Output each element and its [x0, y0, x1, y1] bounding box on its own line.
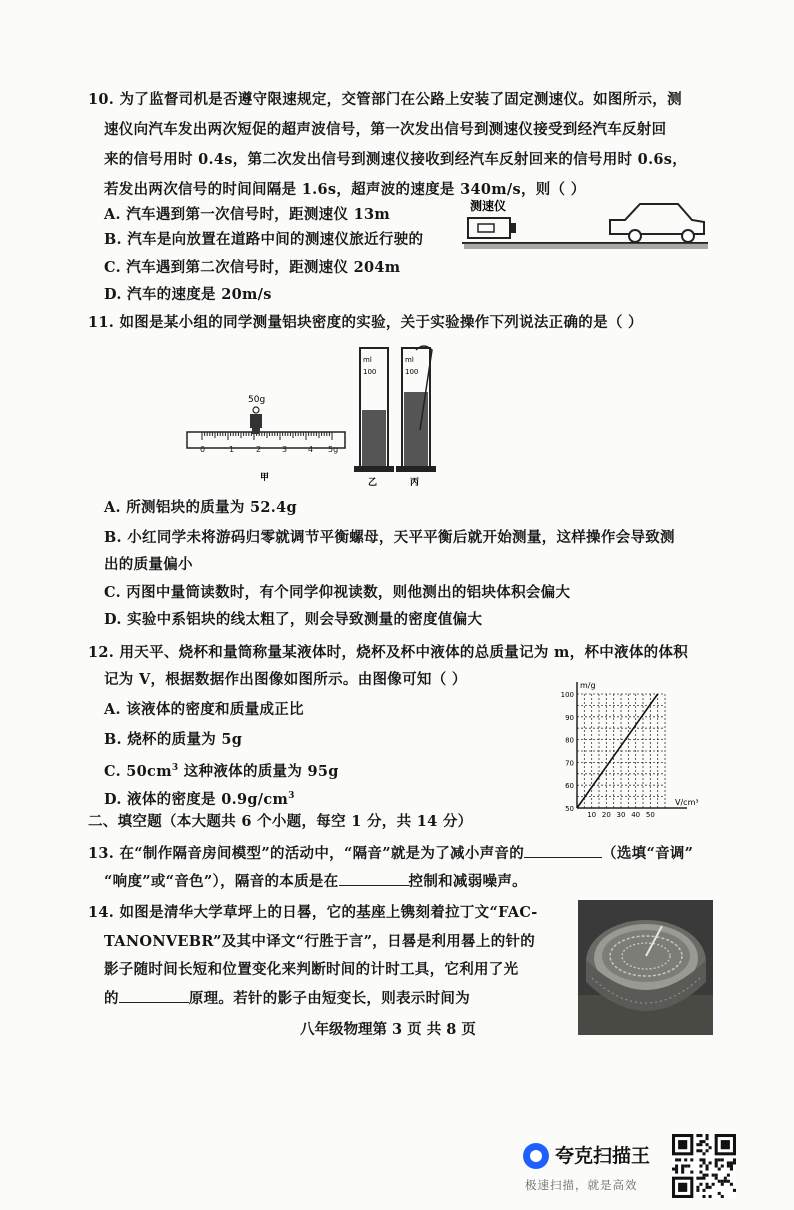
chart-grid [577, 694, 665, 808]
x-tick-label: 10 [587, 811, 597, 819]
svg-text:100: 100 [363, 368, 377, 376]
q14-blank-1[interactable] [119, 988, 189, 1003]
q11-option-b-line1: B. 小红同学未将游码归零就调节平衡螺母，天平平衡后就开始测量，这样操作会导致测 [104, 529, 675, 546]
q12-option-c: C. $50cm^3$ 这种液体的质量为 95g [104, 762, 339, 780]
x-tick-label: 40 [631, 811, 641, 819]
q13-line1: 13. 在“制作隔音房间模型”的活动中，“隔音”就是为了减小声音的 （选填“音调” [88, 845, 694, 862]
q12-option-b: B. 烧杯的质量为 5g [104, 731, 243, 748]
aluminum-density-figure [180, 340, 450, 490]
y-tick-label: 60 [565, 782, 574, 791]
brand-slogan: 极速扫描，就是高效 [525, 1178, 638, 1192]
x-tick-label: 50 [645, 811, 655, 819]
y-tick-label: 90 [565, 713, 574, 722]
q10-option-b: B. 汽车是向放置在道路中间的测速仪旅近行驶的 [104, 231, 424, 248]
car-wheel-front [629, 230, 641, 242]
x-tick-label: 30 [616, 811, 626, 819]
brand-name: 夸克扫描王 [555, 1145, 651, 1167]
q14-line1: 14. 如图是清华大学草坪上的日晷，它的基座上镌刻着拉丁文“FAC- [88, 904, 538, 921]
q14-line3: 影子随时间长短和位置变化来判断时间的计时工具，它利用了光 [104, 961, 519, 978]
x-tick-label: 20 [601, 811, 611, 819]
q14-line4: 的 原理。若针的影子由短变长，则表示时间为 [104, 990, 471, 1007]
label-jia: 甲 [260, 473, 270, 483]
section2-heading: 二、填空题（本大题共 6 个小题，每空 1 分，共 14 分） [88, 813, 473, 830]
svg-text:ml: ml [363, 356, 372, 364]
ruler-tick-5: 5g [328, 445, 339, 454]
mass-volume-chart [555, 678, 715, 823]
q12-option-a: A. 该液体的密度和质量成正比 [104, 701, 304, 718]
q11-option-b-line2: 出的质量偏小 [104, 556, 193, 573]
y-tick-label: 70 [565, 759, 574, 768]
y-axis-label: m/g [580, 681, 596, 690]
q10-option-a: A. 汽车遇到第一次信号时，距测速仪 13m [104, 206, 391, 223]
q10-stem-line2: 速仪向汽车发出两次短促的超声波信号，第一次发出信号到测速仪接受到经汽车反射回 [104, 121, 667, 138]
scanner-watermark [523, 1137, 663, 1197]
q12-stem-line1: 12. 用天平、烧杯和量筒称量某液体时，烧杯及杯中液体的总质量记为 m，杯中液体的体积 [88, 644, 689, 661]
speed-detector-label: 测速仪 [470, 199, 507, 213]
q10-stem-line1: 10. 为了监督司机是否遵守限速规定，交管部门在公路上安装了固定测速仪。如图所示，测 [88, 91, 682, 108]
page-footer: 八年级物理第 3 页 共 8 页 [300, 1021, 476, 1038]
weight-block [250, 414, 262, 428]
label-yi: 乙 [368, 478, 378, 488]
q10-option-c: C. 汽车遇到第二次信号时，距测速仪 204m [104, 259, 401, 276]
q11-option-c: C. 丙图中量筒读数时，有个同学仰视读数，则他测出的铝块体积会偏大 [104, 584, 571, 601]
y-tick-label: 100 [560, 691, 574, 699]
ruler-tick-3: 3 [282, 445, 288, 454]
speed-detector-device [468, 218, 510, 238]
q13-line2: “响度”或“音色”），隔音的本质是在 控制和减弱噪声。 [104, 873, 527, 890]
q11-option-a: A. 所测铝块的质量为 52.4g [104, 499, 297, 516]
car-wheel-back [682, 230, 694, 242]
label-bing: 丙 [410, 478, 420, 488]
weight-label: 50g [248, 395, 266, 405]
q10-stem-line3: 来的信号用时 0.4s，第二次发出信号到测速仪接收到经汽车反射回来的信号用时 0.6s， [104, 151, 688, 168]
q12-stem-line2: 记为 V，根据数据作出图像如图所示。由图像可知（ ） [104, 671, 467, 688]
ruler-tick-4: 4 [308, 445, 314, 454]
qr-code-icon [672, 1134, 736, 1198]
q14-line2: TANONVEBR”及其中译文“行胜于言”，日晷是利用晷上的针的 [104, 933, 536, 950]
q10-option-d: D. 汽车的速度是 20m/s [104, 286, 272, 303]
q11-option-d: D. 实验中系铝块的线太粗了，则会导致测量的密度值偏大 [104, 611, 483, 628]
cylinder-yi-liquid [362, 410, 386, 466]
svg-text:ml: ml [405, 356, 414, 364]
speed-detector-figure [460, 196, 710, 256]
ruler-tick-2: 2 [256, 445, 262, 454]
svg-text:100: 100 [405, 368, 419, 376]
x-axis-label: V/cm³ [675, 798, 699, 807]
ruler-tick-1: 1 [229, 445, 235, 454]
q13-blank-2[interactable] [339, 871, 409, 886]
ruler-tick-0: 0 [200, 445, 206, 454]
quark-logo-icon [523, 1143, 549, 1169]
q11-stem: 11. 如图是某小组的同学测量铝块密度的实验，关于实验操作下列说法正确的是（ ） [88, 314, 643, 331]
y-tick-label: 80 [565, 736, 574, 745]
q12-option-d: D. 液体的密度是 $0.9g/cm^3$ [104, 790, 295, 808]
y-tick-label: 50 [565, 805, 574, 813]
q13-blank-1[interactable] [524, 843, 602, 858]
sundial-photo [578, 900, 713, 1035]
q10-stem-line4: 若发出两次信号的时间间隔是 1.6s，超声波的速度是 340m/s，则（ ） [104, 181, 586, 198]
